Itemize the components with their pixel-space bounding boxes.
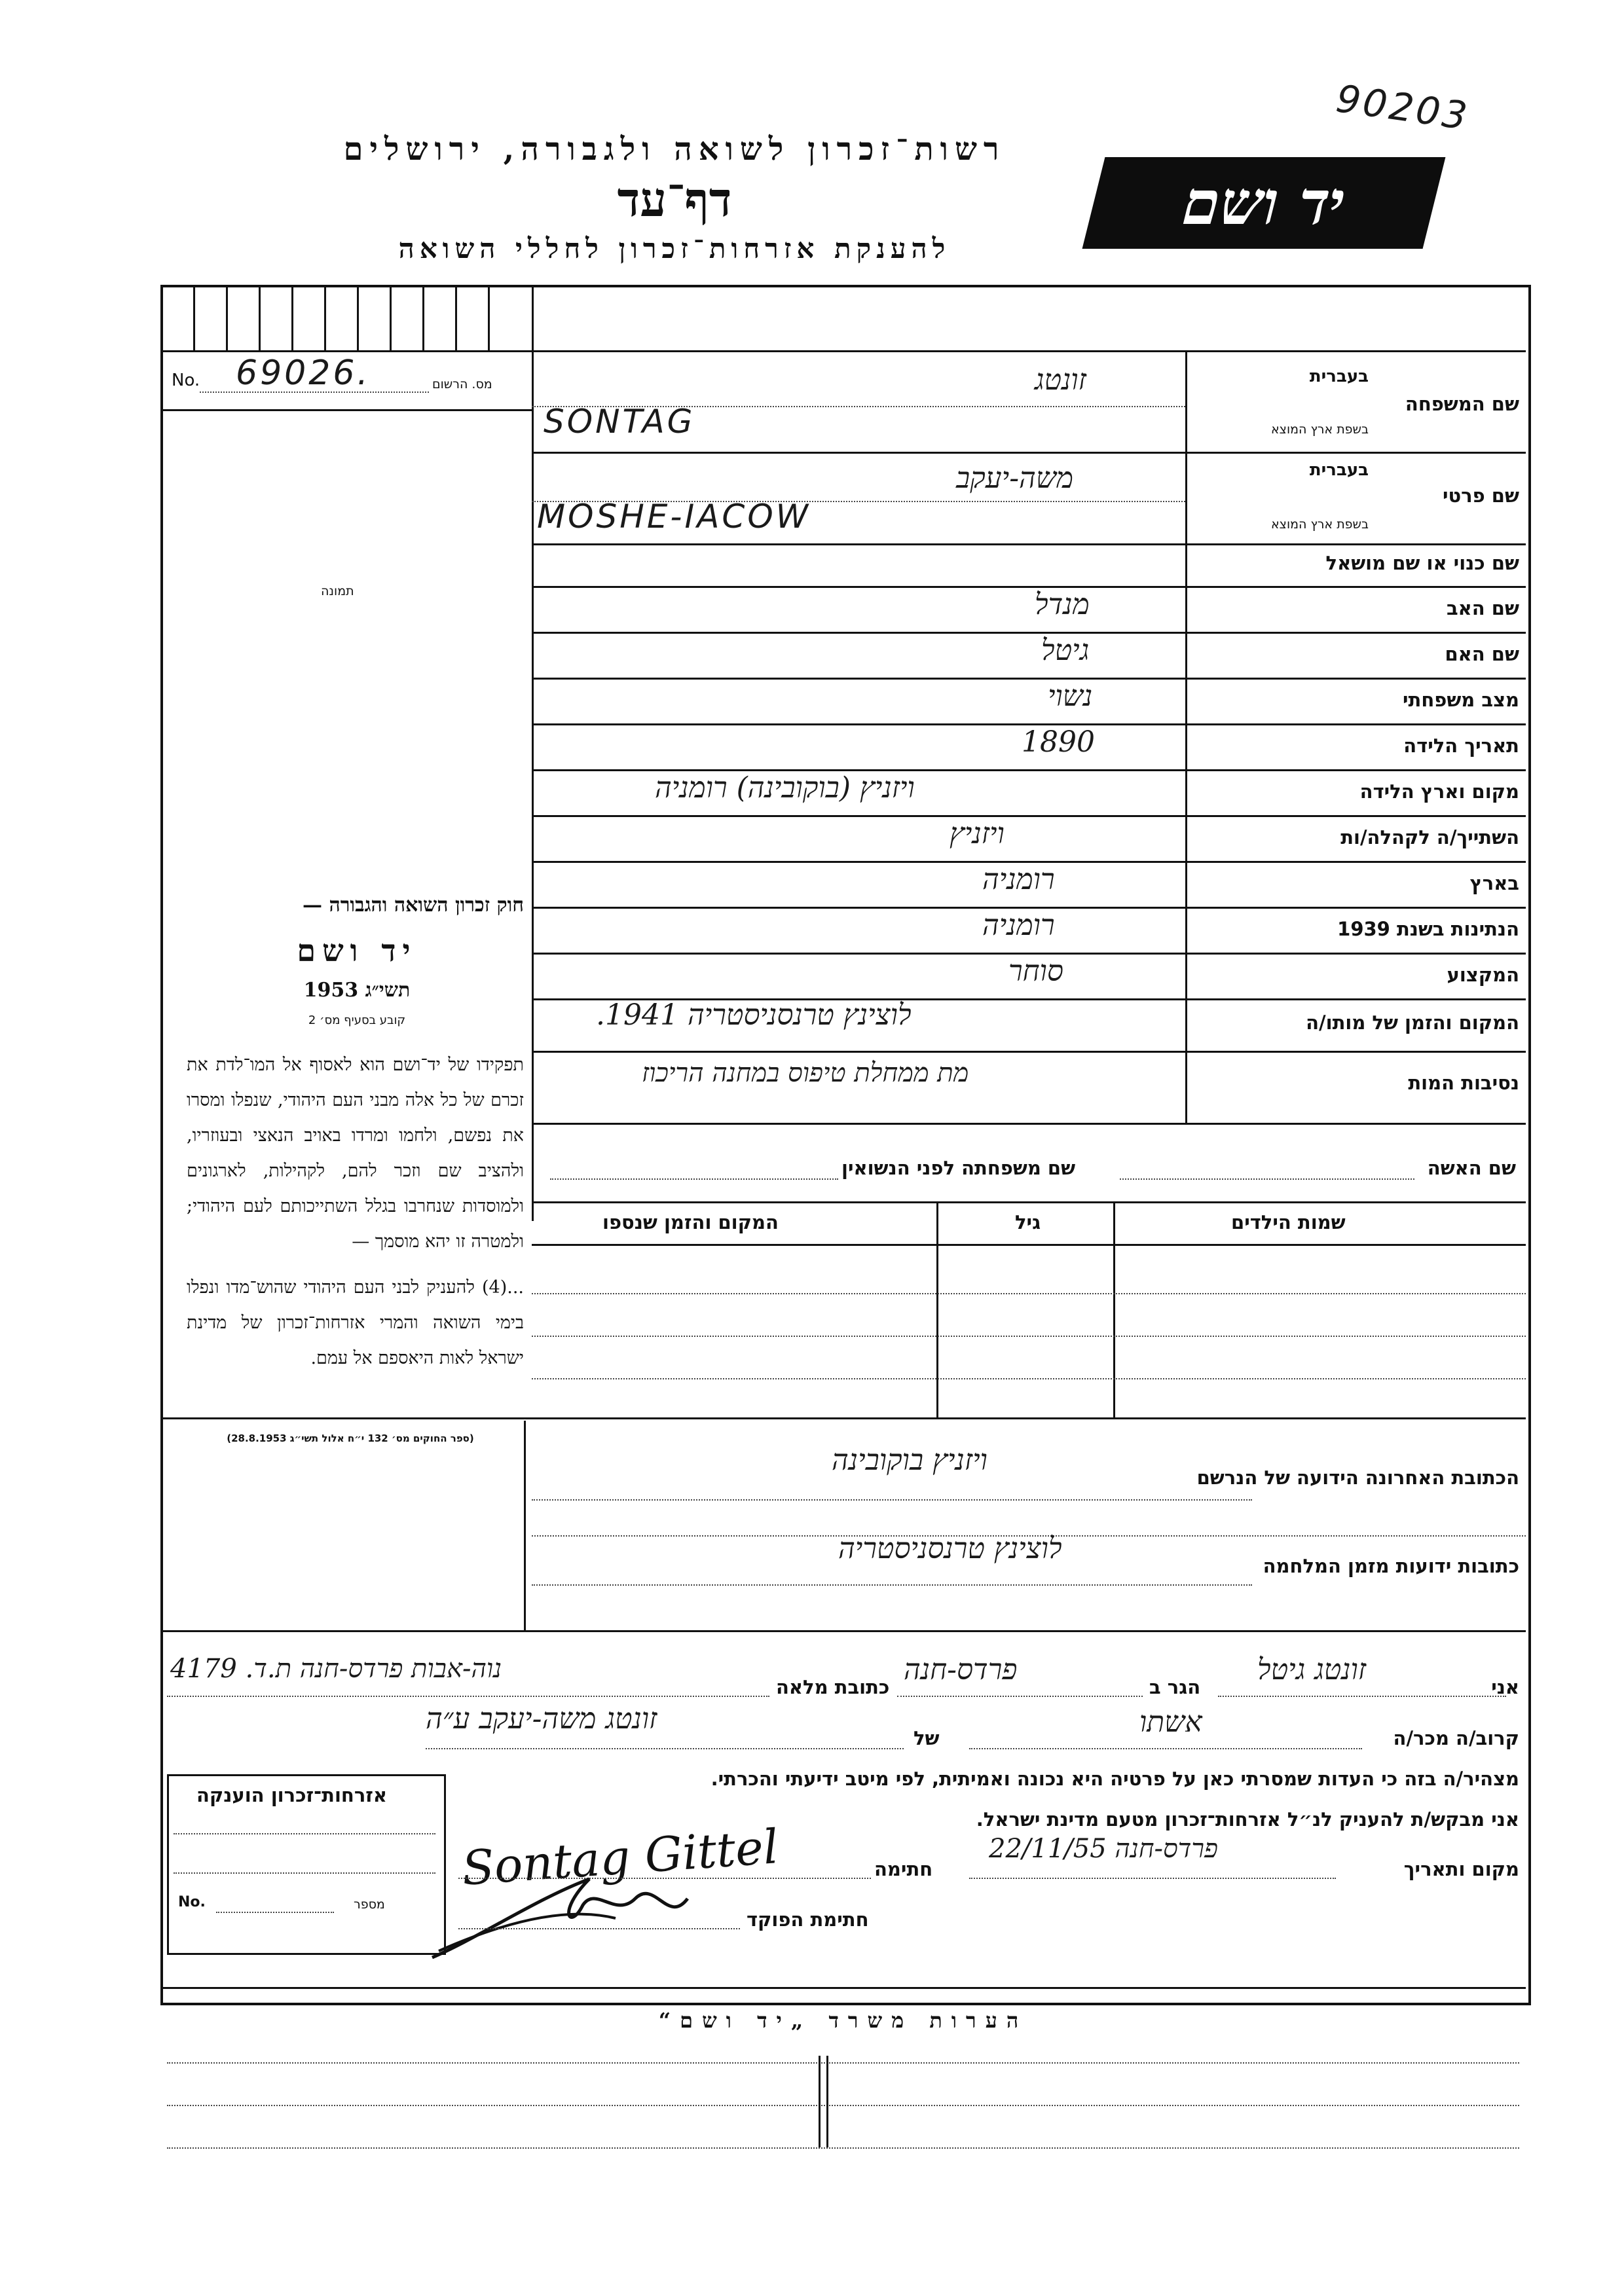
corner-number: 90203	[1333, 76, 1473, 139]
wife-label: שם האשה	[1427, 1157, 1516, 1179]
place-date-label: מקום ותאריך	[1403, 1858, 1519, 1880]
profession-value: סוחר	[1008, 955, 1063, 988]
surname-origin-value: SONTAG	[544, 403, 695, 441]
war-address-value: לוצינץ טרנסניסטריה	[838, 1532, 1062, 1565]
birthplace-label: מקום וארץ הלידה	[1359, 780, 1519, 803]
mother-label: שם האם	[1445, 643, 1519, 665]
law-section: קובע בסעיף מס׳ 2	[308, 1013, 406, 1027]
form-subtitle: להענקת אזרחות־זכרון לחללי השואה	[398, 232, 951, 264]
marital-value: נשוי	[1048, 680, 1093, 713]
law-name: יד ושם	[297, 933, 417, 968]
of-label: של	[913, 1727, 940, 1749]
children-header-names: שמות הילדים	[1231, 1211, 1346, 1233]
firstname-hebrew-value: משה-יעקב	[956, 462, 1074, 495]
certificate-title: אזרחות־זכרון הוענקה	[196, 1784, 388, 1806]
origin-label-2: בשפת ארץ המוצא	[1270, 517, 1369, 532]
relation-value: אשתו	[1139, 1705, 1202, 1739]
law-title: חוק זכרון השואה והגבורה —	[303, 894, 524, 917]
law-source: (ספר החוקים מס׳ 132 י״ח אלול תשי״ג 28.8.1953)	[227, 1432, 474, 1444]
left-column-divider	[532, 285, 534, 1221]
authority-title: רשות־זכרון לשואה ולגבורה, ירושלים	[343, 131, 1006, 168]
war-address-label: כתובות ידועות מזמן המלחמה	[1263, 1555, 1519, 1577]
last-address-value: ויזניץ בוקובינה	[832, 1444, 987, 1477]
wife-maiden-label: שם משפחתה לפני הנשואין	[841, 1157, 1076, 1179]
nickname-label: שם כנוי או שם מושאל	[1325, 552, 1519, 574]
photo-label: תמונה	[321, 584, 354, 598]
last-address-label: הכתובת האחרונה הידועה של הנרשם	[1196, 1467, 1519, 1489]
firstname-origin-value: MOSHE-IACOW	[537, 498, 811, 536]
surname-hebrew-value: זונטג	[1035, 363, 1086, 397]
birthplace-value: ויזניץ (בוקובינה) רומניה	[655, 771, 915, 805]
birthdate-value: 1890	[1022, 725, 1095, 759]
birthdate-label: תאריך הלידה	[1403, 735, 1519, 757]
death-place-label: המקום והזמן של מותו/ה	[1306, 1011, 1519, 1034]
profession-label: המקצוע	[1447, 964, 1519, 986]
resides-label: הגר ב	[1149, 1676, 1201, 1698]
mother-value: גיטל	[1041, 634, 1090, 667]
children-header-age: גיל	[1015, 1211, 1041, 1233]
officer-signature-label: חתימת הפוקד	[747, 1908, 869, 1931]
father-value: מנדל	[1035, 588, 1090, 621]
relation-label: קרוב/ה מכר/ה	[1393, 1727, 1519, 1749]
officer-signature-scribble	[419, 1859, 701, 1971]
community-label: השתייך/ה לקהלה/ות	[1340, 826, 1519, 848]
full-address-value: נוה-אבות פרדס-חנה ת.ד. 4179	[170, 1654, 502, 1684]
signature-label: חתימה	[874, 1858, 933, 1880]
country-value: רומניה	[982, 863, 1055, 896]
death-cause-value: מת ממחלת טיפוס במחנה הריכוז	[642, 1058, 969, 1088]
law-text-2: ...(4) להעניק לבני העם היהודי שהוש־מדו ונפלו בימי השואה והמרי אזרחות־זכרון של מדינת ישראל לאות היאספם אל עמם.	[187, 1277, 524, 1368]
firstname-label: שם פרטי	[1442, 484, 1519, 507]
citizenship-label: הנתינות בשנת 1939	[1337, 918, 1519, 940]
marital-label: מצב משפחתי	[1402, 689, 1519, 711]
resides-value: פרדס-חנה	[904, 1653, 1018, 1686]
hebrew-label-1: בעברית	[1309, 367, 1369, 386]
request-text: אני מבקש/ת להעניק לנ״ל אזרחות־זכרון מטעם מדינת ישראל.	[976, 1808, 1519, 1831]
declaration-text: מצהיר/ה בזה כי העדות שמסרתי כאן על פרטיה היא נכונה ואמיתית, לפי מיטב ידיעתי והכרתי.	[710, 1768, 1519, 1790]
death-place-value: לוצינץ טרנסניסטריה 1941.	[596, 998, 912, 1032]
surname-label: שם המשפחה	[1405, 393, 1519, 415]
country-label: בארץ	[1469, 872, 1519, 894]
children-header-fate: המקום והזמן שנספו	[602, 1211, 779, 1233]
declarant-name-value: זונטג גיטל	[1257, 1653, 1367, 1686]
registration-number: 69026.	[236, 354, 371, 393]
label-column-divider	[1185, 350, 1187, 1123]
declarant-signature: Sontag Gittel	[460, 1819, 781, 1896]
place-date-value: פרדס-חנה 22/11/55	[989, 1834, 1219, 1864]
hebrew-label-2: בעברית	[1309, 460, 1369, 480]
origin-label-1: בשפת ארץ המוצא	[1270, 422, 1369, 437]
certificate-number-he: מספר	[354, 1897, 385, 1912]
declarant-i-label: אני	[1491, 1676, 1519, 1698]
office-notes-title: הערות משרד „יד ושם“	[658, 2008, 1028, 2033]
father-label: שם האב	[1446, 597, 1519, 619]
registration-label-he: מס. הרשום	[432, 377, 492, 392]
community-value: ויזניץ	[950, 817, 1005, 850]
form-title: דף־עד	[617, 172, 732, 227]
certificate-number-en: No.	[178, 1894, 206, 1910]
registration-label-en: No.	[172, 371, 200, 390]
law-year: תשי״ג 1953	[303, 979, 411, 1002]
law-text-1: תפקידו של יד־ושם הוא לאסוף אל המו־לדת את זכרם של כל אלה מבני העם היהודי, שנפלו ומסרו את נפשם, ולחמו ומרדו באויב הנאצי ובעוזריו, ולהציב שם וזכר להם, לקהילות, לארגונים ולמוסדות שנחרבו בגלל השתייכותם לעם היהודי; ולמטרה זו יהא מוסמך —	[187, 1055, 524, 1252]
full-address-label: כתובת מלאה	[776, 1676, 890, 1698]
citizenship-value: רומניה	[982, 909, 1055, 942]
yad-vashem-logo: יד ושם	[1082, 157, 1446, 249]
death-cause-label: נסיבות המות	[1408, 1072, 1519, 1094]
of-value: זונטג משה-יעקב ע״ה	[426, 1702, 657, 1736]
